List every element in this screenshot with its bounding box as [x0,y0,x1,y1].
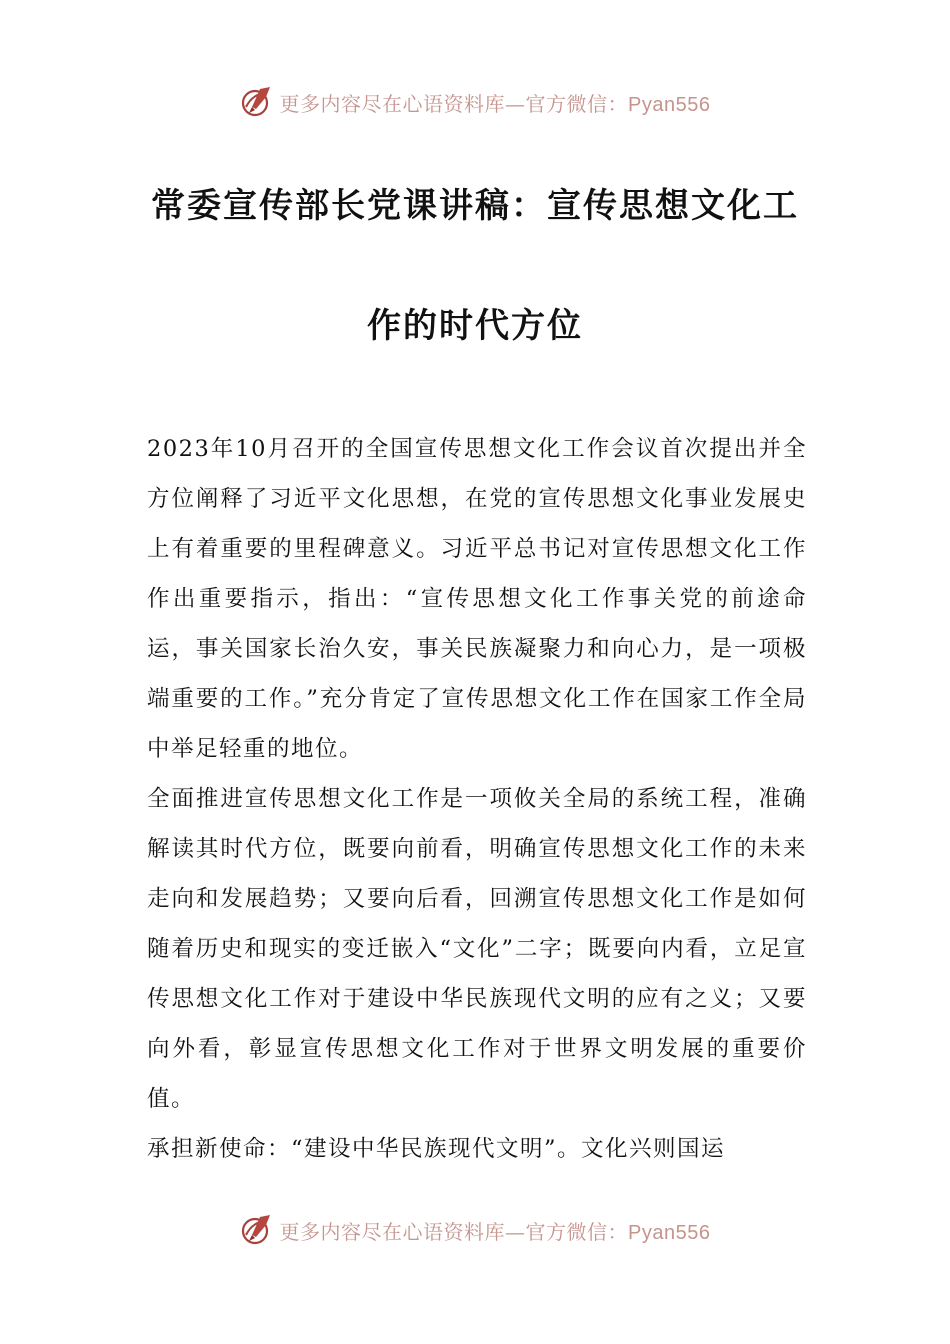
paragraph: 承担新使命：“建设中华民族现代文明”。文化兴则国运 [147,1136,726,1162]
watermark-prefix: 更多内容尽在心语资料库—官方微信： [279,91,629,116]
pen-logo-icon [240,85,274,119]
footer-watermark [0,1210,950,1250]
paragraph: 全面推进宣传思想文化工作是一项攸关全局的系统工程，准确解读其时代方位，既要向前看，明确宣传思想文化工作的未来走向和发展趋势；又要向后看，回溯宣传思想文化工作是如何随着历史和现实的变迁嵌入“文化”二字；既要向内看，立足宣传思想文化工作对于建设中华民族现代文明的应有之义；又要向外看，彰显宣传思想文化工作对于世界文明发展的重要价值。 [147,786,807,1112]
paragraph: 2023年10月召开的全国宣传思想文化工作会议首次提出并全方位阐释了习近平文化思想，在党的宣传思想文化事业发展史上有着重要的里程碑意义。习近平总书记对宣传思想文化工作作出重要指示，指出：“宣传思想文化工作事关党的前途命运，事关国家长治久安，事关民族凝聚力和向心力，是一项极端重要的工作。”充分肯定了宣传思想文化工作在国家工作全局中举足轻重的地位。 [147,436,807,762]
header-watermark [0,82,950,122]
document-title-line-1: 常委宣传部长党课讲稿：宣传思想文化工 [151,186,799,226]
document-title-line-2: 作的时代方位 [367,306,583,346]
watermark-prefix: 更多内容尽在心语资料库—官方微信： [279,1219,629,1244]
watermark-handle: Pyan556 [628,1221,711,1244]
watermark-handle: Pyan556 [628,93,711,116]
document-body [147,424,807,1174]
pen-logo-icon [240,1213,274,1247]
